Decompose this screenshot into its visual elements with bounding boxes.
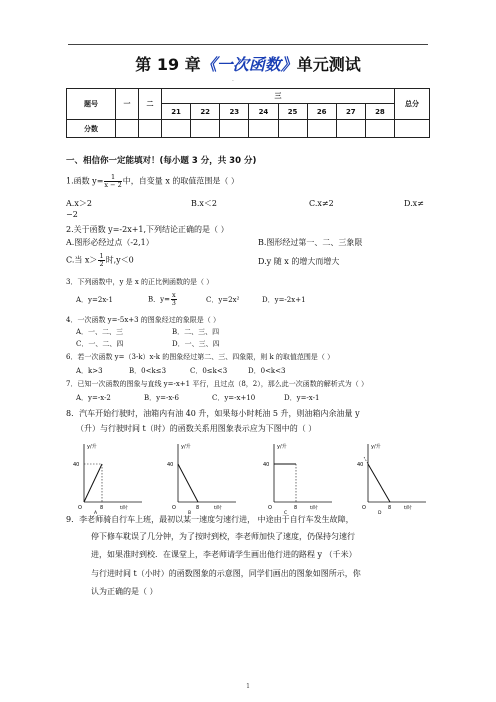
score-table-san: 三: [162, 89, 395, 104]
section-heading: 一、相信你一定能填对！(每小题 3 分，共 30 分): [66, 156, 257, 166]
q1-option-b: B.x＜2: [191, 199, 218, 208]
x-value: 8: [388, 505, 392, 511]
score-table-qnum: 23: [220, 104, 249, 120]
q1-option-a: A.x＞2: [66, 199, 92, 208]
score-table-er: 二: [139, 89, 162, 120]
q3-b-fraction: [171, 292, 177, 307]
x-value: 8: [196, 505, 200, 511]
score-table-zongfen: 总分: [395, 89, 430, 120]
q3-option-d: D．y=-2x+1: [262, 296, 306, 304]
score-cell: [191, 120, 220, 138]
q3-b-den: 3: [171, 299, 176, 307]
score-cell: [395, 120, 430, 138]
score-cell: [278, 120, 307, 138]
y-value: 40: [73, 462, 80, 468]
page-title: [0, 52, 496, 75]
title-topic: 《一次函数》: [200, 55, 297, 74]
q4-option-d: D．一、三、四: [172, 340, 220, 348]
graph-line: [178, 464, 198, 502]
q1-option-c: C.x≠2: [309, 199, 334, 208]
score-table-yi: 一: [116, 89, 139, 120]
score-table-qnum: 28: [365, 104, 394, 120]
x-label: t/时: [310, 506, 318, 511]
q2-c-den: 2: [99, 260, 104, 268]
title-suffix: 单元测试: [296, 55, 361, 74]
question-1: [66, 174, 239, 189]
q2-option-c: [66, 253, 134, 268]
q3-option-c: C．y=2x²: [206, 296, 240, 304]
y-label: y/升: [87, 444, 97, 450]
question-9-line2: 停下修车耽误了几分钟，为了按时到校，李老师加快了速度，仍保持匀速行: [91, 532, 355, 541]
q2-c-pre: C.当 x＞: [66, 255, 98, 265]
y-label: y/升: [277, 444, 287, 450]
q1-option-d: D.x≠: [404, 199, 424, 208]
q7-option-d: D．y=-x-1: [284, 394, 320, 402]
origin-label: O: [78, 505, 82, 511]
score-cell: [307, 120, 336, 138]
q2-option-b: B.图形经过第一、二、三象限: [258, 238, 363, 247]
graph-line: [368, 464, 390, 502]
y-label: y/升: [371, 444, 381, 450]
x-label: t/时: [120, 506, 128, 511]
q6-option-c: C．0≤k<3: [190, 367, 228, 375]
q6-option-a: A．k>3: [76, 367, 103, 375]
graph-letter: B: [188, 511, 192, 516]
q2-c-fraction: [98, 253, 104, 268]
x-label: t/时: [404, 506, 412, 511]
q3-b-pre: B．y=: [148, 295, 170, 304]
origin-label: O: [268, 505, 272, 511]
graph-letter: C: [284, 511, 288, 516]
q8-graph-d: [354, 440, 430, 528]
question-8-line1: 8．汽车开始行驶时，油箱内有油 40 升，如果每小时耗油 5 升，则油箱内余油量 y: [66, 409, 360, 418]
question-6: 6．若一次函数 y=（3-k）x-k 的图象经过第二、三、四象限，则 k 的取值范围是（ ）: [66, 353, 335, 361]
x-label: t/时: [214, 506, 222, 511]
title-chapter: 第 19 章: [135, 55, 201, 74]
q4-option-a: A．一、二、三: [76, 328, 124, 336]
question-9-line1: 9．李老师骑自行车上班，最初以某一速度匀速行进， 中途由于自行车发生故障，: [66, 515, 354, 524]
question-9-line5: 认为正确的是（ ）: [91, 587, 158, 596]
header-dot: ·: [232, 78, 234, 85]
q1-post: 中，自变量 x 的取值范围是（ ）: [122, 176, 239, 186]
q1-den: x − 2: [104, 181, 122, 189]
score-table-qnum: 24: [249, 104, 278, 120]
q1-fraction: [104, 174, 121, 189]
q3-b-num: x: [171, 291, 176, 299]
graph-line: [84, 464, 102, 502]
q2-c-post: 时,y＜0: [105, 255, 134, 265]
q8-graph-row: [70, 440, 430, 514]
q6-option-d: D．0<k<3: [248, 367, 286, 375]
y-value: 40: [263, 462, 270, 468]
x-value: 8: [294, 505, 298, 511]
q2-option-d: D.y 随 x 的增大而增大: [258, 257, 340, 266]
x-value: 8: [100, 505, 104, 511]
graph-letter: D: [378, 511, 382, 516]
score-table-qnum: 25: [278, 104, 307, 120]
q4-option-c: C．一、二、四: [76, 340, 124, 348]
q7-option-b: B．y=-x-6: [144, 394, 179, 402]
q3-option-b: [148, 292, 178, 307]
q7-option-c: C．y=-x+10: [212, 394, 256, 402]
score-table-fenshu: 分数: [67, 120, 116, 138]
q2-option-a: A.图形必经过点（-2,1）: [66, 238, 154, 247]
score-cell: [365, 120, 394, 138]
question-4: 4．一次函数 y=-5x+3 的图象经过的象限是（ ）: [66, 316, 221, 324]
score-table-qnum: 22: [191, 104, 220, 120]
score-cell: [116, 120, 139, 138]
origin-label: O: [172, 505, 176, 511]
question-2: 2.关于函数 y=-2x+1,下列结论正确的是（ ）: [66, 225, 229, 234]
score-table-qnum: 26: [307, 104, 336, 120]
q7-option-a: A．y=-x-2: [76, 394, 111, 402]
score-cell: [139, 120, 162, 138]
score-cell: [162, 120, 191, 138]
score-table: [66, 88, 430, 138]
question-9-line3: 进，如果准时到校．在课堂上，李老师请学生画出他行进的路程 y （千米）: [91, 550, 357, 559]
q3-option-a: A．y=2x-1: [76, 296, 113, 304]
header-rule: [68, 44, 428, 45]
graph-letter: A: [94, 511, 98, 516]
q1-option-d-wrap: −2: [66, 210, 78, 219]
score-table-qnum: 21: [162, 104, 191, 120]
origin-label: O: [362, 505, 366, 511]
question-9-line4: 与行进时间 t（小时）的函数图象的示意图，同学们画出的图象如图所示，你: [91, 569, 361, 578]
score-table-qnum: 27: [336, 104, 365, 120]
q1-pre: 1.函数 y=: [66, 176, 104, 186]
score-table-tihao: 题号: [67, 89, 116, 120]
question-7: 7．已知一次函数的图象与直线 y=-x+1 平行，且过点（8，2），那么此一次函数的解析式为（ ）: [66, 380, 368, 388]
q1-num: 1: [104, 174, 121, 182]
guide-line: [364, 457, 368, 464]
q2-c-num: 1: [99, 252, 104, 260]
score-cell: [249, 120, 278, 138]
q4-option-b: B．二、三、四: [172, 328, 220, 336]
page-number: 1: [246, 683, 250, 690]
question-3: 3．下列函数中，y 是 x 的正比例函数的是（ ）: [66, 278, 214, 286]
score-cell: [336, 120, 365, 138]
y-value: 40: [167, 462, 174, 468]
y-value: 40: [357, 462, 364, 468]
q6-option-b: B．0<k≤3: [129, 367, 167, 375]
score-cell: [220, 120, 249, 138]
question-8-line2: （升）与行驶时间 t（时）的函数关系用图象表示应为下图中的（ ）: [76, 424, 317, 433]
y-label: y/升: [181, 444, 191, 450]
